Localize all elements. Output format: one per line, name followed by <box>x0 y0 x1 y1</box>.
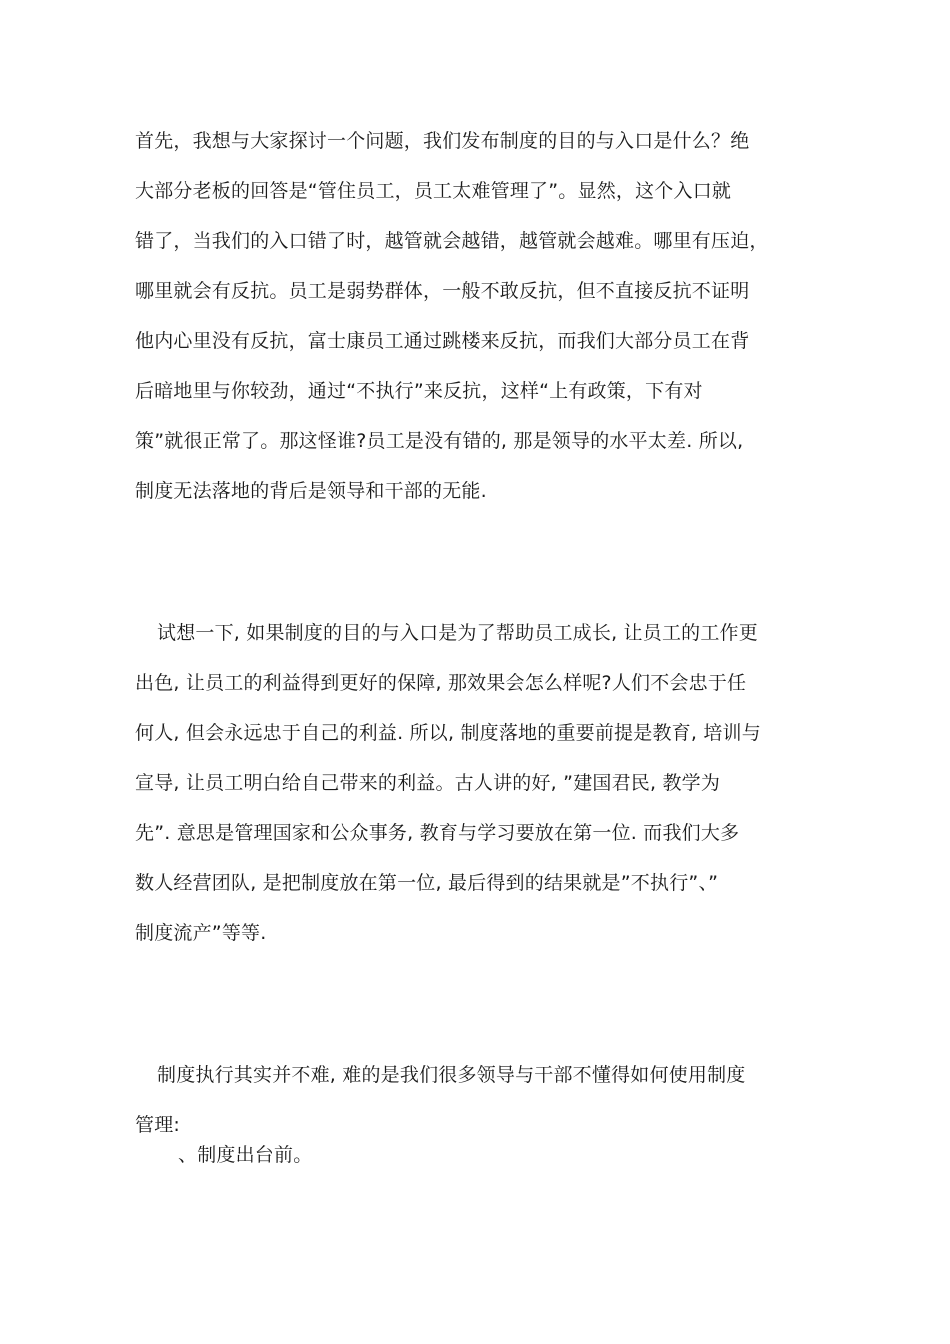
paragraph-line: 他内心里没有反抗，富士康员工通过跳楼来反抗，而我们大部分员工在背 <box>135 330 750 352</box>
paragraph-line: 试想一下, 如果制度的目的与入口是为了帮助员工成长, 让员工的工作更 <box>157 622 758 644</box>
paragraph-line: 何人, 但会永远忠于自己的利益. 所以, 制度落地的重要前提是教育, 培训与 <box>135 722 761 744</box>
paragraph-line: 出色, 让员工的利益得到更好的保障, 那效果会怎么样呢?人们不会忠于任 <box>135 672 747 694</box>
paragraph-line: 首先，我想与大家探讨一个问题，我们发布制度的目的与入口是什么？绝 <box>135 130 750 152</box>
paragraph-line: 制度执行其实并不难, 难的是我们很多领导与干部不懂得如何使用制度 <box>157 1064 746 1086</box>
paragraph-line: 哪里就会有反抗。员工是弱势群体，一般不敢反抗，但不直接反抗不证明 <box>135 280 750 302</box>
paragraph-line: 制度无法落地的背后是领导和干部的无能. <box>135 480 487 502</box>
paragraph-line: 管理: <box>135 1114 181 1136</box>
paragraph-line: 先”. 意思是管理国家和公众事务, 教育与学习要放在第一位. 而我们大多 <box>135 822 740 844</box>
paragraph-line: 宣导, 让员工明白给自己带来的利益。古人讲的好, ”建国君民, 教学为 <box>135 772 721 794</box>
paragraph-line: 策”就很正常了。那这怪谁?员工是没有错的, 那是领导的水平太差. 所以, <box>135 430 744 452</box>
paragraph-line: 后暗地里与你较劲，通过“不执行”来反抗，这样“上有政策，下有对 <box>135 380 703 402</box>
paragraph-line: 数人经营团队, 是把制度放在第一位, 最后得到的结果就是”不执行”、” <box>135 872 719 894</box>
paragraph-line: 错了，当我们的入口错了时，越管就会越错，越管就会越难。哪里有压迫， <box>135 230 769 252</box>
paragraph-line: 制度流产”等等. <box>135 922 267 944</box>
list-item: 、制度出台前。 <box>178 1144 313 1166</box>
paragraph-line: 大部分老板的回答是“管住员工，员工太难管理了”。显然，这个入口就 <box>135 180 732 202</box>
